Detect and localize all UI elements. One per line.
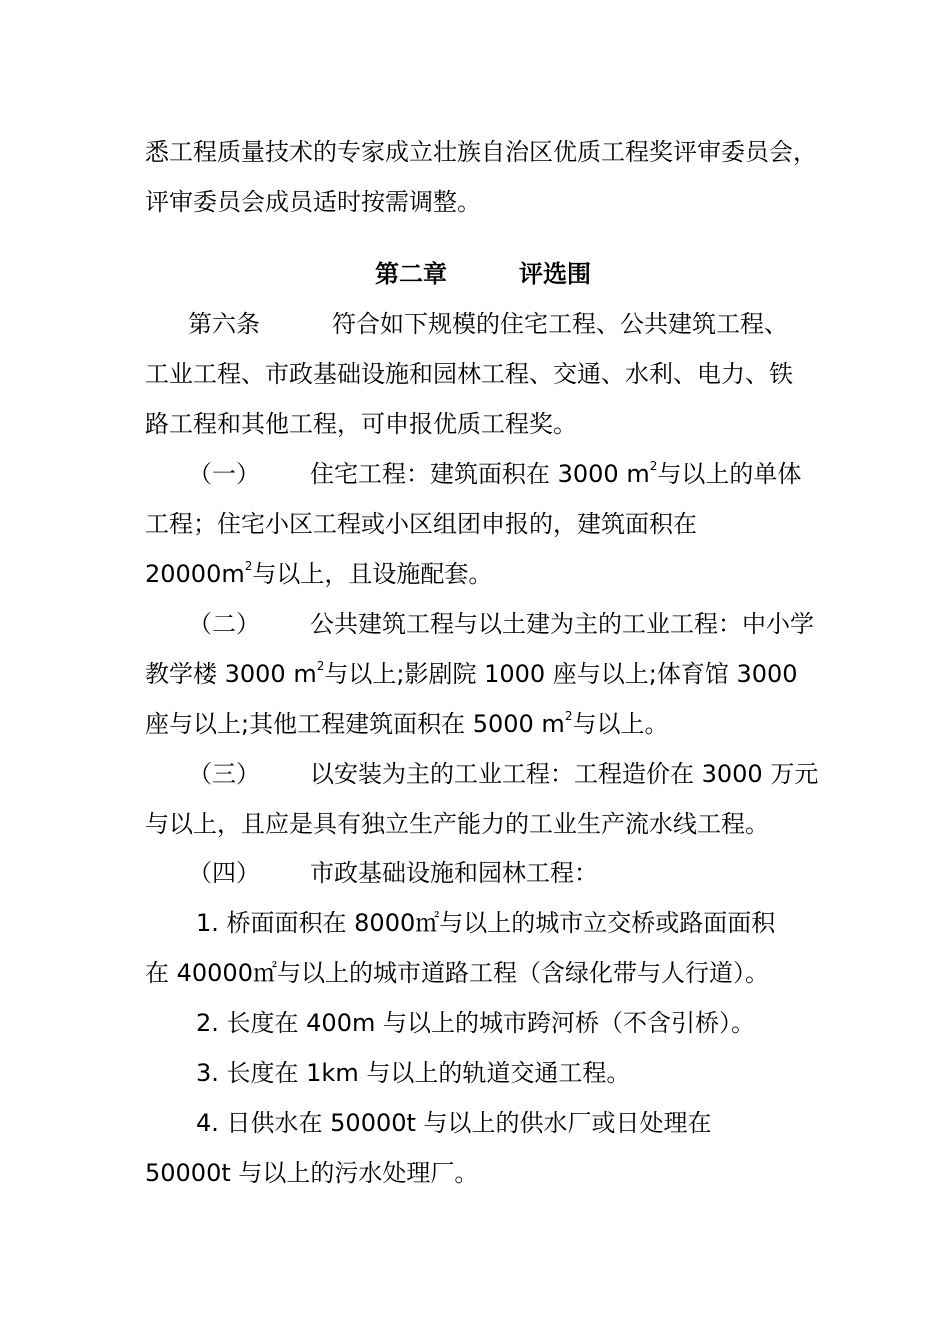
- item-4-sub-1-line-1: 1. 桥面面积在 8000㎡与以上的城市立交桥或路面面积: [196, 909, 776, 937]
- item-4-sub-4-line-1: 4. 日供水在 50000t 与以上的供水厂或日处理在: [196, 1109, 712, 1137]
- chapter-title: 评选围: [519, 260, 591, 288]
- item-3-label: （三）: [188, 760, 260, 788]
- item-2-label: （二）: [188, 610, 260, 638]
- article-6-label: 第六条: [188, 310, 260, 338]
- item-1-line-2: 工程；住宅小区工程或小区组团申报的，建筑面积在: [145, 510, 697, 538]
- item-3-line-2: 与以上，且应是具有独立生产能力的工业生产流水线工程。: [145, 810, 769, 838]
- item-4-sub-4-line-2: 50000t 与以上的污水处理厂。: [145, 1159, 479, 1187]
- item-4-sub-3: 3. 长度在 1km 与以上的轨道交通工程。: [196, 1059, 631, 1087]
- article-6-line-3: 路工程和其他工程，可申报优质工程奖。: [145, 410, 577, 438]
- item-2-line-1: （二） 公共建筑工程与以土建为主的工业工程：中小学: [188, 610, 814, 638]
- item-2-line-3: 座与以上;其他工程建筑面积在 5000 $m^2$与以上。: [145, 709, 669, 738]
- item-4-sub-1-line-2: 在 40000㎡与以上的城市道路工程（含绿化带与人行道）。: [145, 959, 769, 987]
- chapter-number: 第二章: [375, 260, 447, 288]
- chapter-heading: [375, 258, 591, 290]
- item-1-line-1: （一） 住宅工程：建筑面积在 3000 $m^2$与以上的单体: [188, 459, 802, 488]
- article-6-line-1: 第六条 符合如下规模的住宅工程、公共建筑工程、: [188, 310, 788, 338]
- item-4-sub-2: 2. 长度在 400m 与以上的城市跨河桥（不含引桥）。: [196, 1009, 755, 1037]
- article-6-line-2: 工业工程、市政基础设施和园林工程、交通、水利、电力、铁: [145, 360, 793, 388]
- intro-line-2: 评审委员会成员适时按需调整。: [145, 188, 481, 216]
- item-1-label: （一）: [188, 460, 260, 488]
- item-4-line-1: （四） 市政基础设施和园林工程：: [188, 859, 598, 887]
- item-4-label: （四）: [188, 859, 260, 887]
- item-1-line-3: $20000m^2$与以上，且设施配套。: [145, 559, 493, 588]
- intro-line-1: 悉工程质量技术的专家成立壮族自治区优质工程奖评审委员会，: [145, 138, 817, 166]
- item-2-line-2: 教学楼 3000 $m^2$与以上;影剧院 1000 座与以上;体育馆 3000: [145, 659, 798, 688]
- item-3-line-1: （三） 以安装为主的工业工程：工程造价在 3000 万元: [188, 760, 819, 788]
